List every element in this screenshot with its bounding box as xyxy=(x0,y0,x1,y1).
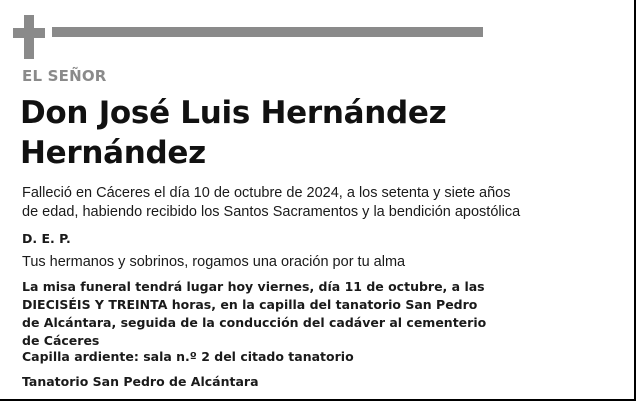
funeral-details xyxy=(22,278,612,350)
family-line: Tus hermanos y sobrinos, rogamos una oración por tu alma xyxy=(22,254,406,270)
deceased-name xyxy=(20,93,600,173)
death-announcement xyxy=(22,184,602,222)
funeral-line-3: de Alcántara, seguida de la conducción del cadáver al cementerio xyxy=(22,315,487,330)
funeral-line-2: DIECISÉIS Y TREINTA horas, en la capilla del tanatorio San Pedro xyxy=(22,297,478,312)
name-line-1: Don José Luis Hernández xyxy=(20,95,447,131)
header-rule xyxy=(52,27,483,37)
name-line-2: Hernández xyxy=(20,135,206,171)
family-message xyxy=(22,253,602,272)
chapel-info: Capilla ardiente: sala n.º 2 del citado tanatorio xyxy=(22,349,354,364)
funeral-line-4: de Cáceres xyxy=(22,333,100,348)
honorific-label: EL SEÑOR xyxy=(22,67,107,85)
cross-icon xyxy=(13,15,45,59)
rip-label: D. E. P. xyxy=(22,231,71,246)
death-line-1: Falleció en Cáceres el día 10 de octubre de 2024, a los setenta y siete años xyxy=(22,185,511,201)
death-line-2: de edad, habiendo recibido los Santos Sacramentos y la bendición apostólica xyxy=(22,204,521,220)
funeral-line-1: La misa funeral tendrá lugar hoy viernes, día 11 de octubre, a las xyxy=(22,279,485,294)
funeral-home: Tanatorio San Pedro de Alcántara xyxy=(22,374,259,389)
